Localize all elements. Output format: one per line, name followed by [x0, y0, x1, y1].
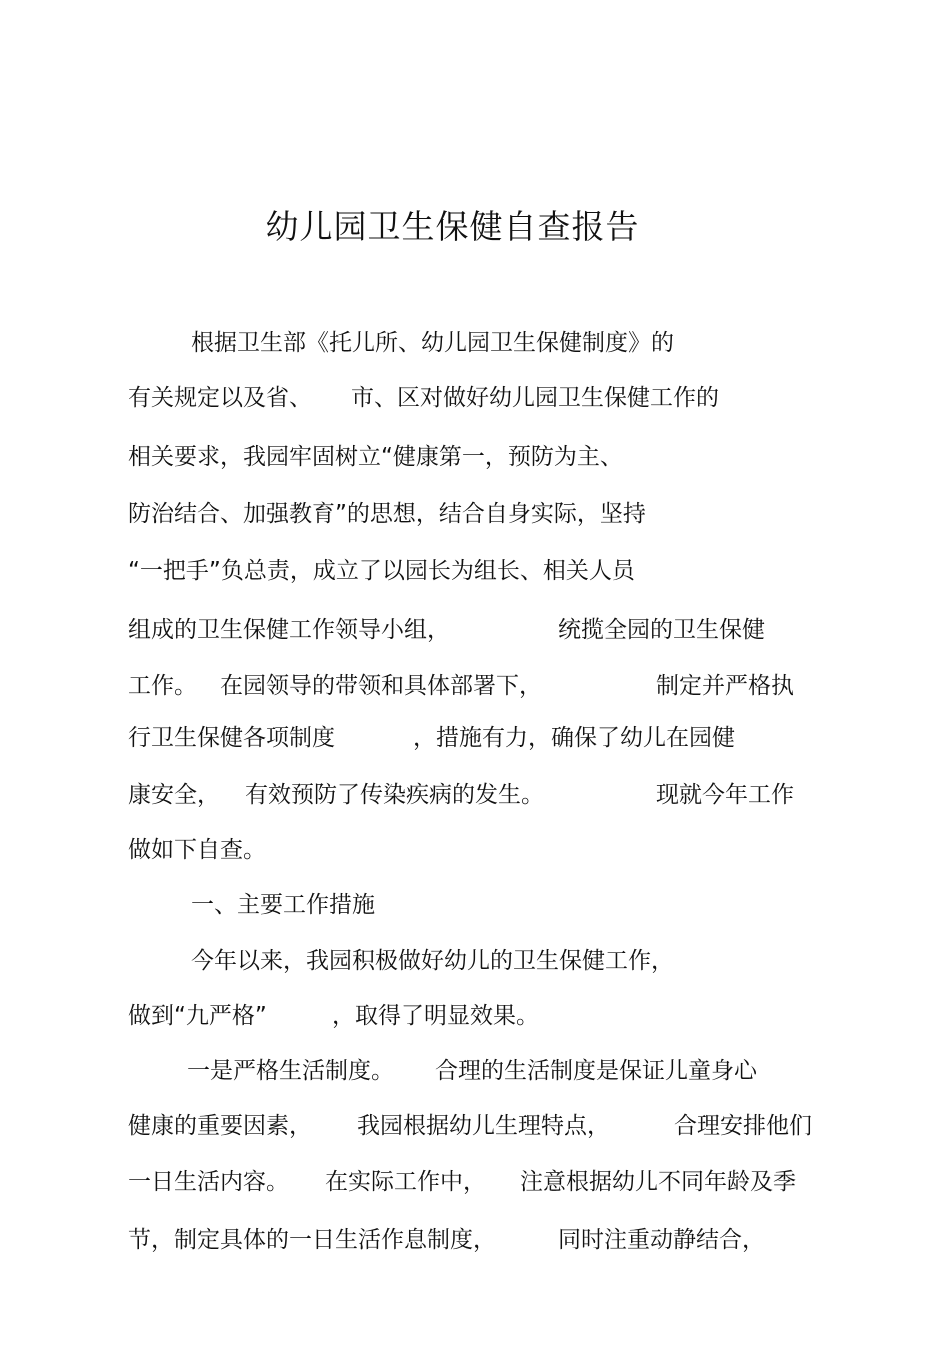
text-segment: 一是严格生活制度。 — [187, 1058, 394, 1084]
text-segment: 根据卫生部《托儿所、幼儿园卫生保健制度》的 — [191, 330, 674, 356]
text-segment: 组成的卫生保健工作领导小组， — [128, 617, 450, 643]
text-segment: 在实际工作中， — [325, 1169, 486, 1195]
text-segment: 市、区对做好幼儿园卫生保健工作的 — [351, 385, 719, 411]
text-segment: 有关规定以及省、 — [128, 385, 312, 411]
text-segment: 统揽全园的卫生保健 — [558, 617, 765, 643]
text-segment: 合理安排他们 — [674, 1113, 812, 1139]
text-segment: 一、主要工作措施 — [191, 892, 375, 918]
text-segment: 康安全， — [128, 782, 220, 808]
text-segment: 相关要求，我园牢固树立“健康第一，预防为主、 — [128, 444, 623, 470]
text-segment: 防治结合、加强教育”的思想，结合自身实际，坚持 — [128, 501, 646, 527]
text-segment: 同时注重动静结合， — [558, 1227, 765, 1253]
text-segment: ，取得了明显效果。 — [332, 1003, 539, 1029]
text-segment: 我园根据幼儿生理特点， — [357, 1113, 610, 1139]
text-segment: 节，制定具体的一日生活作息制度， — [128, 1227, 496, 1253]
text-segment: 行卫生保健各项制度 — [128, 725, 335, 751]
page-title: 幼儿园卫生保健自查报告 — [265, 207, 640, 246]
text-segment: 做如下自查。 — [128, 837, 266, 863]
text-segment: 健康的重要因素， — [128, 1113, 312, 1139]
text-segment: 现就今年工作 — [656, 782, 794, 808]
text-segment: 制定并严格执 — [656, 673, 794, 699]
text-segment: ，措施有力，确保了幼儿在园健 — [413, 725, 735, 751]
text-segment: 有效预防了传染疾病的发生。 — [245, 782, 544, 808]
text-segment: 一日生活内容。 — [128, 1169, 289, 1195]
text-segment: 做到“九严格” — [128, 1003, 267, 1029]
text-segment: 今年以来，我园积极做好幼儿的卫生保健工作， — [191, 948, 674, 974]
text-segment: 在园领导的带领和具体部署下， — [220, 673, 542, 699]
text-segment: “一把手”负总责，成立了以园长为组长、相关人员 — [128, 558, 635, 584]
text-segment: 合理的生活制度是保证儿童身心 — [435, 1058, 757, 1084]
text-segment: 注意根据幼儿不同年龄及季 — [520, 1169, 796, 1195]
text-segment: 工作。 — [128, 673, 197, 699]
